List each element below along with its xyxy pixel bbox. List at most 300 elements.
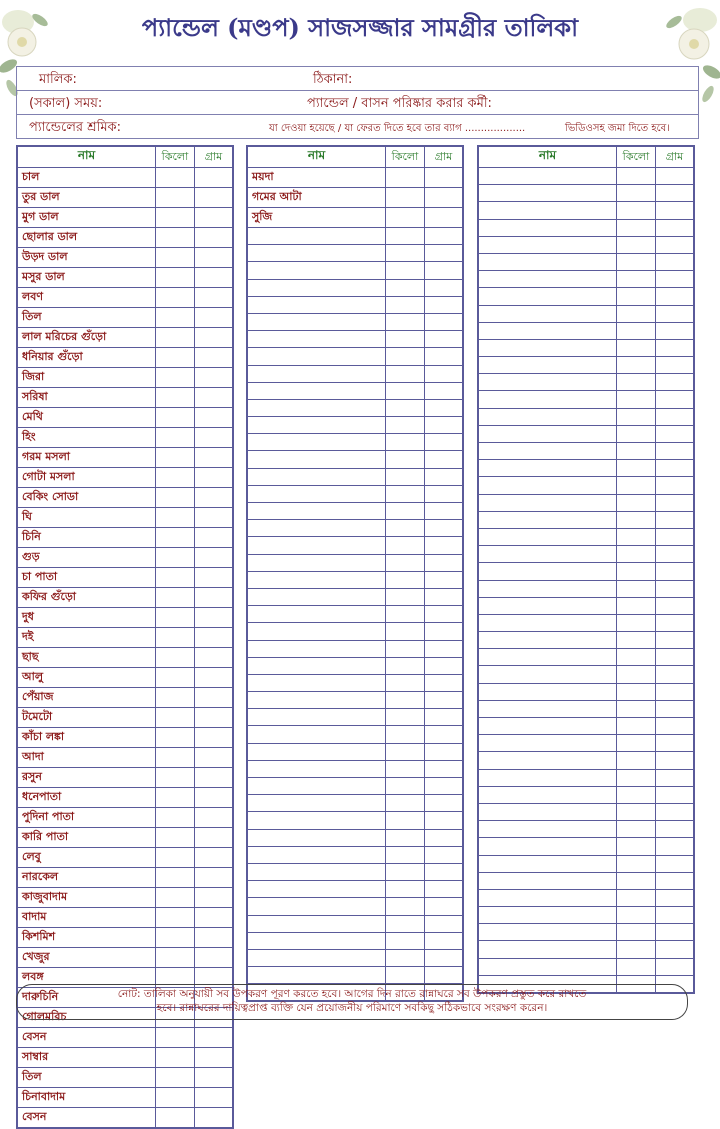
gram-cell[interactable] (656, 305, 694, 322)
kilo-cell[interactable] (617, 803, 656, 820)
kilo-cell[interactable] (386, 932, 425, 949)
gram-cell[interactable] (195, 348, 233, 368)
item-name-cell (479, 305, 617, 322)
gram-cell[interactable] (656, 511, 694, 528)
gram-cell[interactable] (425, 434, 463, 451)
gram-cell[interactable] (656, 202, 694, 219)
kilo-cell[interactable] (617, 339, 656, 356)
gram-cell[interactable] (425, 554, 463, 571)
kilo-cell[interactable] (617, 202, 656, 219)
gram-cell[interactable] (425, 657, 463, 674)
kilo-cell[interactable] (156, 388, 195, 408)
gram-cell[interactable] (656, 357, 694, 374)
gram-cell[interactable] (656, 649, 694, 666)
kilo-cell[interactable] (386, 296, 425, 313)
kilo-cell[interactable] (617, 168, 656, 185)
gram-cell[interactable] (195, 308, 233, 328)
gram-cell[interactable] (425, 692, 463, 709)
gram-cell[interactable] (656, 614, 694, 631)
kilo-cell[interactable] (617, 271, 656, 288)
kilo-cell[interactable] (386, 313, 425, 330)
kilo-cell[interactable] (617, 443, 656, 460)
kilo-cell[interactable] (617, 855, 656, 872)
gram-cell[interactable] (656, 855, 694, 872)
kilo-cell[interactable] (386, 726, 425, 743)
table-row (248, 881, 463, 898)
gram-cell[interactable] (425, 485, 463, 502)
gram-cell[interactable] (656, 408, 694, 425)
items-table-2 (246, 145, 464, 1002)
kilo-cell[interactable] (617, 322, 656, 339)
gram-cell[interactable] (425, 245, 463, 262)
kilo-cell[interactable] (617, 872, 656, 889)
gram-cell[interactable] (425, 313, 463, 330)
gram-cell[interactable] (656, 271, 694, 288)
kilo-cell[interactable] (156, 608, 195, 628)
kilo-cell[interactable] (617, 683, 656, 700)
gram-cell[interactable] (425, 640, 463, 657)
gram-cell[interactable] (195, 508, 233, 528)
kilo-cell[interactable] (617, 941, 656, 958)
kilo-cell[interactable] (386, 382, 425, 399)
kilo-cell[interactable] (156, 448, 195, 468)
gram-cell[interactable] (195, 168, 233, 188)
gram-cell[interactable] (656, 718, 694, 735)
kilo-cell[interactable] (156, 468, 195, 488)
gram-cell[interactable] (425, 348, 463, 365)
gram-cell[interactable] (425, 760, 463, 777)
gram-cell[interactable] (425, 915, 463, 932)
owner-label: মালিক: (39, 72, 77, 87)
gram-cell[interactable] (656, 786, 694, 803)
gram-cell[interactable] (195, 228, 233, 248)
kilo-cell[interactable] (156, 488, 195, 508)
kilo-cell[interactable] (617, 924, 656, 941)
kilo-cell[interactable] (156, 1068, 195, 1088)
gram-cell[interactable] (656, 752, 694, 769)
kilo-cell[interactable] (617, 511, 656, 528)
gram-cell[interactable] (195, 848, 233, 868)
gram-cell[interactable] (195, 1028, 233, 1048)
gram-cell[interactable] (425, 709, 463, 726)
kilo-cell[interactable] (617, 752, 656, 769)
gram-cell[interactable] (425, 537, 463, 554)
kilo-cell[interactable] (386, 208, 425, 228)
gram-cell[interactable] (656, 924, 694, 941)
gram-cell[interactable] (425, 829, 463, 846)
gram-cell[interactable] (656, 339, 694, 356)
gram-cell[interactable] (425, 571, 463, 588)
kilo-cell[interactable] (386, 863, 425, 880)
kilo-cell[interactable] (156, 808, 195, 828)
gram-cell[interactable] (425, 365, 463, 382)
kilo-cell[interactable] (386, 640, 425, 657)
gram-cell[interactable] (195, 208, 233, 228)
kilo-cell[interactable] (617, 477, 656, 494)
gram-cell[interactable] (195, 788, 233, 808)
gram-cell[interactable] (656, 460, 694, 477)
gram-cell[interactable] (195, 628, 233, 648)
gram-cell[interactable] (425, 382, 463, 399)
kilo-cell[interactable] (386, 760, 425, 777)
kilo-cell[interactable] (617, 219, 656, 236)
gram-cell[interactable] (656, 700, 694, 717)
kilo-cell[interactable] (156, 528, 195, 548)
gram-cell[interactable] (656, 219, 694, 236)
kilo-cell[interactable] (156, 228, 195, 248)
kilo-cell[interactable] (156, 288, 195, 308)
kilo-cell[interactable] (617, 253, 656, 270)
kilo-cell[interactable] (617, 580, 656, 597)
item-name-cell (479, 219, 617, 236)
kilo-cell[interactable] (386, 554, 425, 571)
gram-cell[interactable] (656, 425, 694, 442)
kilo-cell[interactable] (386, 795, 425, 812)
kilo-cell[interactable] (156, 268, 195, 288)
gram-cell[interactable] (656, 769, 694, 786)
table-row (18, 288, 233, 308)
kilo-cell[interactable] (156, 188, 195, 208)
gram-cell[interactable] (656, 546, 694, 563)
kilo-cell[interactable] (386, 657, 425, 674)
kilo-cell[interactable] (386, 915, 425, 932)
gram-cell[interactable] (195, 588, 233, 608)
kilo-cell[interactable] (156, 548, 195, 568)
gram-cell[interactable] (195, 1088, 233, 1108)
kilo-cell[interactable] (617, 649, 656, 666)
gram-cell[interactable] (195, 708, 233, 728)
kilo-cell[interactable] (156, 1088, 195, 1108)
gram-cell[interactable] (195, 608, 233, 628)
kilo-cell[interactable] (386, 709, 425, 726)
table-row (248, 640, 463, 657)
kilo-cell[interactable] (386, 417, 425, 434)
kilo-cell[interactable] (156, 948, 195, 968)
kilo-cell[interactable] (386, 485, 425, 502)
kilo-cell[interactable] (617, 958, 656, 975)
gram-cell[interactable] (425, 520, 463, 537)
gram-cell[interactable] (195, 568, 233, 588)
kilo-cell[interactable] (156, 688, 195, 708)
kilo-cell[interactable] (156, 828, 195, 848)
kilo-cell[interactable] (617, 185, 656, 202)
kilo-cell[interactable] (386, 588, 425, 605)
kilo-cell[interactable] (386, 846, 425, 863)
kilo-cell[interactable] (617, 391, 656, 408)
gram-cell[interactable] (425, 674, 463, 691)
kilo-cell[interactable] (617, 786, 656, 803)
gram-cell[interactable] (195, 828, 233, 848)
gram-cell[interactable] (425, 881, 463, 898)
kilo-cell[interactable] (156, 728, 195, 748)
kilo-cell[interactable] (617, 821, 656, 838)
kilo-cell[interactable] (156, 868, 195, 888)
gram-cell[interactable] (425, 846, 463, 863)
kilo-cell[interactable] (156, 508, 195, 528)
gram-cell[interactable] (425, 188, 463, 208)
kilo-cell[interactable] (617, 718, 656, 735)
kilo-cell[interactable] (386, 331, 425, 348)
gram-cell[interactable] (425, 262, 463, 279)
gram-cell[interactable] (425, 588, 463, 605)
gram-cell[interactable] (656, 907, 694, 924)
gram-cell[interactable] (656, 803, 694, 820)
gram-cell[interactable] (656, 666, 694, 683)
gram-cell[interactable] (425, 898, 463, 915)
gram-cell[interactable] (195, 1108, 233, 1128)
kilo-cell[interactable] (386, 692, 425, 709)
gram-cell[interactable] (195, 488, 233, 508)
kilo-cell[interactable] (156, 308, 195, 328)
gram-cell[interactable] (656, 683, 694, 700)
kilo-cell[interactable] (617, 563, 656, 580)
gram-cell[interactable] (656, 838, 694, 855)
gram-cell[interactable] (656, 958, 694, 975)
gram-cell[interactable] (656, 494, 694, 511)
kilo-cell[interactable] (386, 348, 425, 365)
gram-cell[interactable] (656, 632, 694, 649)
gram-cell[interactable] (656, 735, 694, 752)
gram-cell[interactable] (656, 580, 694, 597)
kilo-cell[interactable] (386, 503, 425, 520)
gram-cell[interactable] (195, 868, 233, 888)
gram-cell[interactable] (425, 606, 463, 623)
kilo-cell[interactable] (156, 1028, 195, 1048)
kilo-cell[interactable] (617, 838, 656, 855)
kilo-cell[interactable] (156, 648, 195, 668)
table-row (479, 924, 694, 941)
gram-cell[interactable] (425, 208, 463, 228)
table-row (479, 803, 694, 820)
kilo-cell[interactable] (156, 248, 195, 268)
item-name-cell: ছাছ (18, 648, 156, 668)
gram-cell[interactable] (195, 948, 233, 968)
gram-cell[interactable] (195, 428, 233, 448)
gram-cell[interactable] (425, 168, 463, 188)
gram-cell[interactable] (195, 528, 233, 548)
kilo-cell[interactable] (156, 348, 195, 368)
gram-cell[interactable] (195, 468, 233, 488)
gram-cell[interactable] (656, 597, 694, 614)
kilo-cell[interactable] (156, 368, 195, 388)
kilo-cell[interactable] (156, 908, 195, 928)
kilo-cell[interactable] (156, 328, 195, 348)
gram-cell[interactable] (195, 408, 233, 428)
kilo-cell[interactable] (617, 236, 656, 253)
gram-cell[interactable] (656, 477, 694, 494)
gram-cell[interactable] (195, 1068, 233, 1088)
kilo-cell[interactable] (156, 168, 195, 188)
gram-cell[interactable] (425, 279, 463, 296)
kilo-cell[interactable] (386, 245, 425, 262)
kilo-cell[interactable] (156, 428, 195, 448)
kilo-cell[interactable] (386, 829, 425, 846)
kilo-cell[interactable] (386, 674, 425, 691)
gram-cell[interactable] (195, 668, 233, 688)
gram-cell[interactable] (425, 795, 463, 812)
kilo-cell[interactable] (617, 425, 656, 442)
gram-cell[interactable] (425, 743, 463, 760)
kilo-cell[interactable] (386, 451, 425, 468)
gram-cell[interactable] (425, 778, 463, 795)
kilo-cell[interactable] (617, 357, 656, 374)
gram-cell[interactable] (656, 236, 694, 253)
table-row (18, 448, 233, 468)
kilo-cell[interactable] (156, 568, 195, 588)
kilo-cell[interactable] (617, 305, 656, 322)
table-row (18, 648, 233, 668)
gram-cell[interactable] (195, 248, 233, 268)
kilo-cell[interactable] (156, 748, 195, 768)
kilo-cell[interactable] (156, 628, 195, 648)
kilo-cell[interactable] (156, 928, 195, 948)
table-row (248, 692, 463, 709)
kilo-cell[interactable] (156, 588, 195, 608)
kilo-cell[interactable] (617, 494, 656, 511)
kilo-cell[interactable] (386, 537, 425, 554)
gram-cell[interactable] (656, 185, 694, 202)
kilo-cell[interactable] (156, 1108, 195, 1128)
gram-cell[interactable] (425, 468, 463, 485)
gram-cell[interactable] (425, 863, 463, 880)
kilo-cell[interactable] (386, 623, 425, 640)
table-row (248, 932, 463, 949)
kilo-cell[interactable] (617, 889, 656, 906)
gram-cell[interactable] (195, 728, 233, 748)
kilo-cell[interactable] (386, 262, 425, 279)
gram-cell[interactable] (656, 168, 694, 185)
gram-cell[interactable] (195, 328, 233, 348)
gram-cell[interactable] (425, 399, 463, 416)
kilo-cell[interactable] (386, 520, 425, 537)
kilo-cell[interactable] (617, 374, 656, 391)
kilo-cell[interactable] (386, 228, 425, 245)
gram-cell[interactable] (195, 928, 233, 948)
kilo-cell[interactable] (156, 888, 195, 908)
gram-cell[interactable] (425, 623, 463, 640)
gram-cell[interactable] (656, 288, 694, 305)
gram-cell[interactable] (425, 503, 463, 520)
gram-cell[interactable] (656, 443, 694, 460)
gram-cell[interactable] (656, 889, 694, 906)
kilo-cell[interactable] (386, 571, 425, 588)
kilo-cell[interactable] (386, 188, 425, 208)
gram-cell[interactable] (656, 821, 694, 838)
gram-cell[interactable] (656, 941, 694, 958)
kilo-cell[interactable] (617, 735, 656, 752)
gram-cell[interactable] (195, 288, 233, 308)
kilo-cell[interactable] (617, 614, 656, 631)
gram-cell[interactable] (195, 188, 233, 208)
gram-cell[interactable] (656, 322, 694, 339)
kilo-cell[interactable] (617, 597, 656, 614)
gram-cell[interactable] (656, 253, 694, 270)
gram-cell[interactable] (656, 872, 694, 889)
gram-cell[interactable] (195, 908, 233, 928)
gram-cell[interactable] (425, 228, 463, 245)
gram-cell[interactable] (425, 726, 463, 743)
kilo-cell[interactable] (156, 788, 195, 808)
kilo-cell[interactable] (617, 769, 656, 786)
gram-cell[interactable] (195, 888, 233, 908)
gram-cell[interactable] (195, 688, 233, 708)
kilo-cell[interactable] (617, 546, 656, 563)
gram-cell[interactable] (195, 768, 233, 788)
gram-cell[interactable] (195, 808, 233, 828)
gram-cell[interactable] (656, 374, 694, 391)
kilo-cell[interactable] (617, 408, 656, 425)
kilo-cell[interactable] (617, 460, 656, 477)
kilo-cell[interactable] (386, 743, 425, 760)
gram-cell[interactable] (425, 417, 463, 434)
kilo-cell[interactable] (386, 434, 425, 451)
gram-cell[interactable] (195, 388, 233, 408)
gram-cell[interactable] (425, 949, 463, 966)
kilo-cell[interactable] (386, 168, 425, 188)
item-name-cell: ঘি (18, 508, 156, 528)
kilo-cell[interactable] (386, 606, 425, 623)
kilo-cell[interactable] (386, 778, 425, 795)
item-name-cell: সুজি (248, 208, 386, 228)
table-row (18, 908, 233, 928)
gram-cell[interactable] (425, 967, 463, 984)
kilo-cell[interactable] (156, 408, 195, 428)
kilo-cell[interactable] (386, 949, 425, 966)
gram-cell[interactable] (425, 932, 463, 949)
gram-cell[interactable] (425, 812, 463, 829)
table-row (479, 168, 694, 185)
kilo-cell[interactable] (386, 279, 425, 296)
kilo-cell[interactable] (617, 632, 656, 649)
kilo-cell[interactable] (156, 1048, 195, 1068)
table-row (479, 752, 694, 769)
kilo-cell[interactable] (386, 898, 425, 915)
kilo-cell[interactable] (386, 967, 425, 984)
kilo-cell[interactable] (156, 768, 195, 788)
kilo-cell[interactable] (386, 468, 425, 485)
kilo-cell[interactable] (386, 812, 425, 829)
kilo-cell[interactable] (156, 708, 195, 728)
kilo-cell[interactable] (617, 907, 656, 924)
gram-cell[interactable] (425, 331, 463, 348)
gram-cell[interactable] (425, 451, 463, 468)
gram-cell[interactable] (195, 368, 233, 388)
kilo-cell[interactable] (617, 528, 656, 545)
item-name-cell (479, 288, 617, 305)
kilo-cell[interactable] (386, 881, 425, 898)
gram-cell[interactable] (195, 448, 233, 468)
gram-cell[interactable] (195, 548, 233, 568)
kilo-cell[interactable] (617, 666, 656, 683)
gram-cell[interactable] (656, 563, 694, 580)
kilo-cell[interactable] (617, 288, 656, 305)
item-name-cell (248, 949, 386, 966)
gram-cell[interactable] (195, 268, 233, 288)
table-row (18, 528, 233, 548)
kilo-cell[interactable] (156, 668, 195, 688)
kilo-cell[interactable] (386, 399, 425, 416)
kilo-cell[interactable] (386, 365, 425, 382)
gram-cell[interactable] (195, 1048, 233, 1068)
gram-cell[interactable] (195, 748, 233, 768)
gram-cell[interactable] (656, 391, 694, 408)
kilo-cell[interactable] (617, 700, 656, 717)
gram-cell[interactable] (425, 296, 463, 313)
kilo-cell[interactable] (156, 848, 195, 868)
gram-cell[interactable] (195, 648, 233, 668)
gram-cell[interactable] (656, 528, 694, 545)
kilo-cell[interactable] (156, 208, 195, 228)
